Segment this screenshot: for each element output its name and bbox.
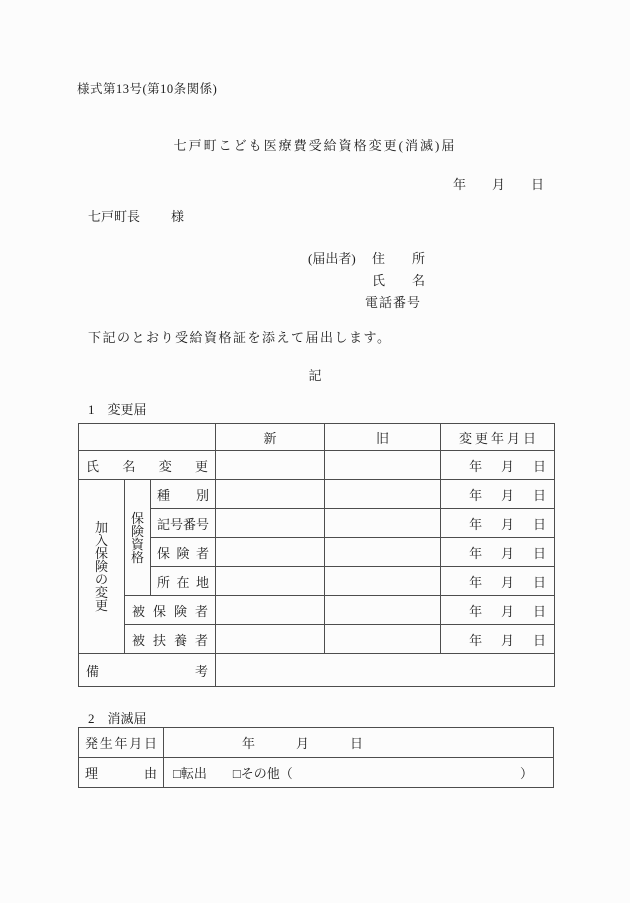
extinction-table <box>78 727 554 788</box>
dependent-row <box>79 625 555 654</box>
insurance-type-new-cell <box>216 480 325 509</box>
dependent-old-cell <box>325 625 441 654</box>
dependent-label: 被 扶 養 者 <box>125 625 216 654</box>
insured-person-old-cell <box>325 596 441 625</box>
name-change-date-cell: 年 月 日 <box>441 451 555 480</box>
symbol-number-label: 記 号 番 号 <box>151 509 216 538</box>
insurer-old-cell <box>325 538 441 567</box>
remarks-label: 備 考 <box>79 654 216 687</box>
remarks-value-cell <box>216 654 555 687</box>
insurance-group-label: 加 入 保 険 の 変 更 <box>79 480 125 654</box>
symbol-number-new-cell <box>216 509 325 538</box>
body-text: 下記のとおり受給資格証を添えて届出します。 <box>88 330 392 345</box>
name-change-new-cell <box>216 451 325 480</box>
change-table <box>78 423 555 687</box>
header-new: 新 <box>216 424 325 451</box>
occurrence-date-value: 年 月 日 <box>164 728 554 758</box>
name-change-row <box>79 451 555 480</box>
insurance-subgroup-label: 保 険 資 格 <box>125 480 151 596</box>
dependent-new-cell <box>216 625 325 654</box>
change-section-heading: 1 変更届 <box>88 402 147 417</box>
declarant-label: (届出者) <box>308 250 356 266</box>
insurer-new-cell <box>216 538 325 567</box>
reason-value <box>164 758 554 788</box>
name-change-old-cell <box>325 451 441 480</box>
header-old: 旧 <box>325 424 441 451</box>
location-row <box>79 567 555 596</box>
occurrence-date-row <box>79 728 554 758</box>
reason-row <box>79 758 554 788</box>
insurer-row <box>79 538 555 567</box>
insurance-type-label: 種 別 <box>151 480 216 509</box>
insurer-date-cell: 年 月 日 <box>441 538 555 567</box>
location-date-cell: 年 月 日 <box>441 567 555 596</box>
date-year-label: 年 <box>453 177 467 192</box>
addressee-honorific: 様 <box>170 209 184 224</box>
declarant-name-label: 氏 名 <box>372 272 425 288</box>
insurer-label: 保 険 者 <box>151 538 216 567</box>
occurrence-date-label: 発 生 年 月 日 <box>79 728 164 758</box>
reason-label: 理 由 <box>79 758 164 788</box>
insurance-type-row <box>79 480 555 509</box>
insurance-type-date-cell: 年 月 日 <box>441 480 555 509</box>
declarant-phone-label: 電話番号 <box>365 294 422 310</box>
insured-person-label: 被 保 険 者 <box>125 596 216 625</box>
insured-person-date-cell: 年 月 日 <box>441 596 555 625</box>
change-table-header-row <box>79 424 555 451</box>
reason-close-paren: ） <box>519 766 533 781</box>
record-marker: 記 <box>308 368 322 383</box>
declarant-address-label: 住 所 <box>372 250 425 266</box>
submission-date-line <box>453 174 544 193</box>
location-label: 所 在 地 <box>151 567 216 596</box>
reason-options: □転出 □その他（ <box>173 766 293 781</box>
declarant-block <box>308 246 432 312</box>
symbol-number-date-cell: 年 月 日 <box>441 509 555 538</box>
insured-person-row <box>79 596 555 625</box>
declarant-phone-row <box>308 290 432 312</box>
header-change-date: 変更年月日 <box>441 424 555 451</box>
symbol-number-old-cell <box>325 509 441 538</box>
date-day-label: 日 <box>530 177 544 192</box>
extinction-section-heading: 2 消滅届 <box>88 711 147 726</box>
declarant-address-row <box>308 246 432 268</box>
addressee-name: 七戸町長 <box>88 209 141 224</box>
location-new-cell <box>216 567 325 596</box>
date-month-label: 月 <box>491 177 505 192</box>
dependent-date-cell: 年 月 日 <box>441 625 555 654</box>
symbol-number-row <box>79 509 555 538</box>
form-number: 様式第13号(第10条関係) <box>77 82 218 96</box>
insured-person-new-cell <box>216 596 325 625</box>
location-old-cell <box>325 567 441 596</box>
remarks-row <box>79 654 555 687</box>
document-title: 七戸町こども医療費受給資格変更(消滅)届 <box>173 138 457 153</box>
name-change-label: 氏 名 変 更 <box>79 451 216 480</box>
header-blank-cell <box>79 424 216 451</box>
insurance-type-old-cell <box>325 480 441 509</box>
declarant-name-row <box>308 268 432 290</box>
addressee-line <box>88 206 184 225</box>
